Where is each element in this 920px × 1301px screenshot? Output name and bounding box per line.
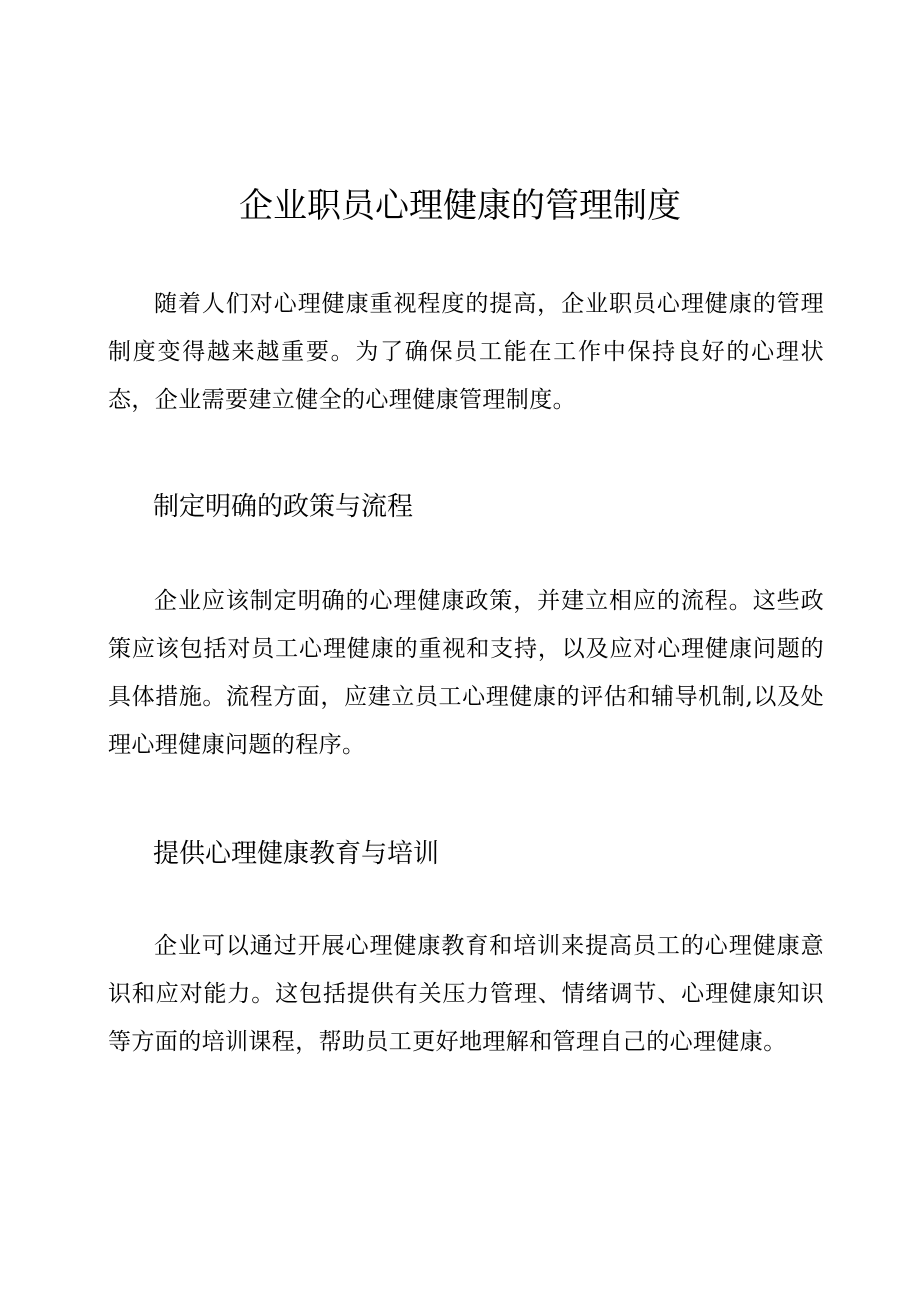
section-body-policy: 企业应该制定明确的心理健康政策，并建立相应的流程。这些政策应该包括对员工心理健康的重视和支持，以及应对心理健康问题的具体措施。流程方面，应建立员工心理健康的评估和辅导机制,以及处理心理健康问题的程序。 — [108, 588, 824, 758]
section-heading-policy: 制定明确的政策与流程 — [153, 492, 414, 522]
section-heading-training: 提供心理健康教育与培训 — [153, 839, 440, 869]
intro-paragraph: 随着人们对心理健康重视程度的提高，企业职员心理健康的管理制度变得越来越重要。为了确保员工能在工作中保持良好的心理状态，企业需要建立健全的心理健康管理制度。 — [108, 291, 824, 413]
section-body-training: 企业可以通过开展心理健康教育和培训来提高员工的心理健康意识和应对能力。这包括提供有关压力管理、情绪调节、心理健康知识等方面的培训课程，帮助员工更好地理解和管理自己的心理健康。 — [108, 933, 824, 1055]
document-title: 企业职员心理健康的管理制度 — [239, 186, 681, 226]
